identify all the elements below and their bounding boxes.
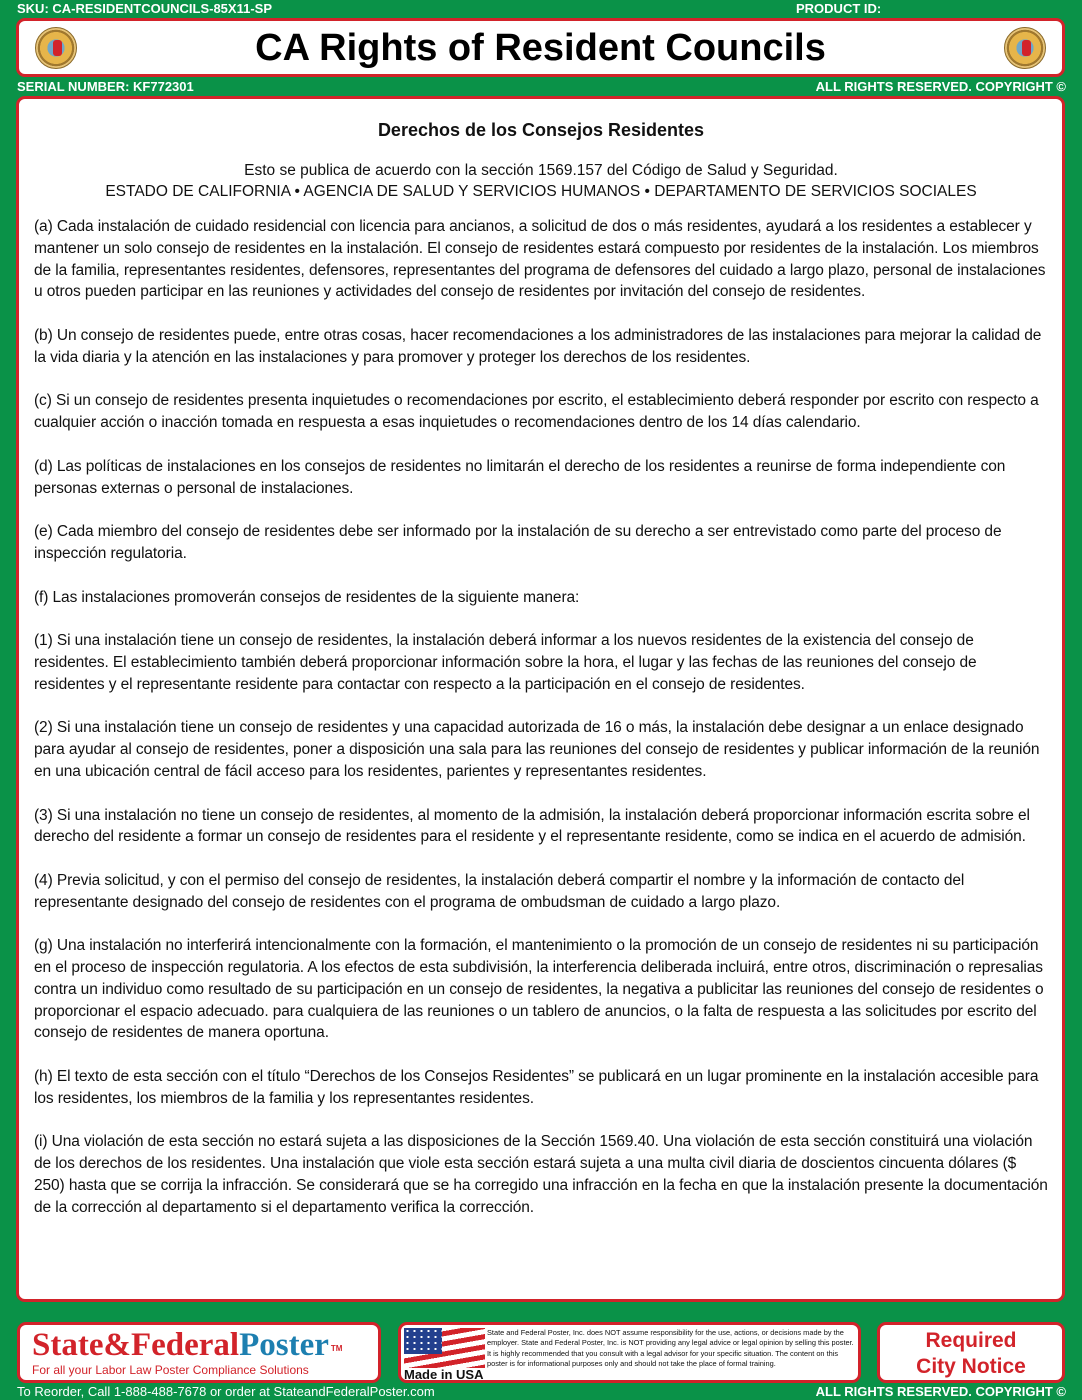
copyright-notice-bottom: ALL RIGHTS RESERVED. COPYRIGHT © (815, 1384, 1066, 1399)
required-line-1: Required (925, 1329, 1017, 1352)
serial-bar (0, 78, 1082, 96)
paragraph-f4: (4) Previa solicitud, y con el permiso del consejo de residentes, la instalación deberá compartir el nombre y la información de contacto del representante designado del consejo de residentes con el programa de ombudsman de cuidado a largo plazo. (34, 871, 965, 911)
us-flag-icon (404, 1328, 485, 1368)
flag-canton (404, 1328, 442, 1354)
brand-name-state-federal: State&Federal (32, 1327, 240, 1363)
notice-content (16, 96, 1065, 1302)
paragraph-c: (c) Si un consejo de residentes presenta inquietudes o recomendaciones por escrito, el establecimiento deberá responder por escrito con respecto a cualquier acción o inacción tomada en respuesta a esas inquietudes o recomendaciones dentro de los 14 días calendario. (34, 392, 1039, 432)
title-banner (16, 18, 1065, 77)
trademark-mark: TM (330, 1344, 343, 1353)
intro-agency: ESTADO DE CALIFORNIA • AGENCIA DE SALUD Y SERVICIOS HUMANOS • DEPARTAMENTO DE SERVICIOS SOCIALES (105, 183, 977, 200)
required-line-2: City Notice (916, 1355, 1026, 1378)
brand-logo-box (17, 1322, 381, 1383)
paragraph-g: (g) Una instalación no interferirá intencionalmente con la formación, el mantenimiento o la promoción de un consejo de residentes ni su participación en el proceso de inspección regulatoria. A los efectos de esta subdivisión, la interferencia deliberada incluirá, entre otros, discriminación o represalias contra un individuo como resultado de su participación en un consejo de residentes, la negativa a publicitar las reuniones del consejo de residentes o proporcionar el espacio adecuado. para cualquiera de las reuniones o un tablero de anuncios, o la falta de respuesta a las solicitudes por escrito del consejo de residentes de manera oportuna. (34, 937, 1044, 1042)
brand-logo (32, 1327, 342, 1363)
required-notice-text (880, 1328, 1062, 1380)
paragraph-list (34, 216, 1048, 1219)
paragraph-a: (a) Cada instalación de cuidado residencial con licencia para ancianos, a solicitud de dos o más residentes, ayudará a los residentes a establecer y mantener un solo consejo de residentes en la instalación. El consejo de residentes estará compuesto por residentes de la instalación. Los miembros de la familia, representantes residentes, defensores, representantes del programa de defensores del cuidado a largo plazo, personal de instalaciones u otros pueden participar en las reuniones y actividades del consejo de residentes por invitación del consejo de residentes. (34, 218, 1046, 301)
intro-statute: Esto se publica de acuerdo con la sección 1569.157 del Código de Salud y Seguridad. (244, 162, 838, 179)
paragraph-h: (h) El texto de esta sección con el título “Derechos de los Consejos Residentes” se publicará en un lugar prominente en la instalación accesible para los residentes, los miembros de la familia y los representantes residentes. (34, 1068, 1039, 1107)
brand-tagline: For all your Labor Law Poster Compliance Solutions (32, 1363, 309, 1377)
reorder-info: To Reorder, Call 1-888-488-7678 or order at StateandFederalPoster.com (17, 1384, 435, 1399)
serial-number: SERIAL NUMBER: KF772301 (17, 79, 194, 94)
made-in-usa-label: Made in USA (404, 1367, 484, 1382)
paragraph-f1: (1) Si una instalación tiene un consejo de residentes, la instalación deberá informar a los nuevos residentes de la existencia del consejo de residentes. El establecimiento también deberá proporcionar información sobre la hora, el lugar y las fechas de las reuniones del consejo de residentes y el representante residente para contactar con respecto a la participación en el consejo de residentes. (34, 632, 977, 693)
paragraph-f2: (2) Si una instalación tiene un consejo de residentes y una capacidad autorizada de 16 o más, la instalación debe designar a un enlace designado para ayudar al consejo de residentes, poner a disposición una sala para las reuniones del consejo de residentes y publicar información de la reunión en una ubicación central de fácil acceso para los residentes, parientes y representantes residentes. (34, 719, 1040, 780)
product-id-label: PRODUCT ID: (796, 1, 882, 16)
paragraph-e: (e) Cada miembro del consejo de residentes debe ser informado por la instalación de su derecho a ser entrevistado como parte del proceso de inspección regulatoria. (34, 523, 1002, 562)
paragraph-f3: (3) Si una instalación no tiene un consejo de residentes, al momento de la admisión, la instalación deberá proporcionar información escrita sobre el derecho del residente a formar un consejo de residentes para el residente y el representante residente, como se indica en el acuerdo de admisión. (34, 806, 1030, 846)
disclaimer-box (398, 1322, 861, 1383)
copyright-notice: ALL RIGHTS RESERVED. COPYRIGHT © (815, 79, 1066, 94)
paragraph-b: (b) Un consejo de residentes puede, entre otras cosas, hacer recomendaciones a los administradores de las instalaciones para mejorar la calidad de la vida diaria y la atención en las instalaciones y para promover y proteger los derechos de los residentes. (34, 326, 1042, 366)
sku-label: SKU: CA-RESIDENTCOUNCILS-85X11-SP (17, 1, 272, 16)
required-notice-badge (877, 1322, 1065, 1383)
notice-heading: Derechos de los Consejos Residentes (377, 120, 705, 140)
bottom-info-bar (0, 1384, 1082, 1400)
disclaimer-text: State and Federal Poster, Inc. does NOT assume responsibility for the use, actions, or decisions made by the employer. State and Federal Poster, Inc. is NOT providing any legal advice or legal opinion by selling this poster. It is highly recommended that you consult with a legal advisor for your specific situation. The content on this poster is for informational purposes only and should not take the place of formal training. (487, 1328, 854, 1369)
california-seal-icon (1004, 27, 1046, 69)
paragraph-d: (d) Las políticas de instalaciones en los consejos de residentes no limitarán el derecho de los residentes a reunirse de forma independiente con personas externas o personal de instalaciones. (34, 457, 1006, 497)
poster-title: CA Rights of Resident Councils (255, 27, 826, 69)
paragraph-f: (f) Las instalaciones promoverán consejos de residentes de la siguiente manera: (34, 588, 580, 606)
paragraph-i: (i) Una violación de esta sección no estará sujeta a las disposiciones de la Sección 1569.40. Una violación de esta sección constituirá una violación de los derechos de los residentes. Una instalación que viole esta sección estará sujeta a una multa civil diaria de doscientos cincuenta dólares ($ 250) hasta que se corrija la infracción. Se considerará que se ha corregido una infracción en la fecha en que la instalación presente la documentación de la corrección al departamento si el departamento verifica la corrección. (34, 1133, 1048, 1216)
brand-name-poster: Poster (239, 1327, 329, 1363)
notice-intro (34, 160, 1048, 202)
top-info-bar (0, 0, 1082, 17)
